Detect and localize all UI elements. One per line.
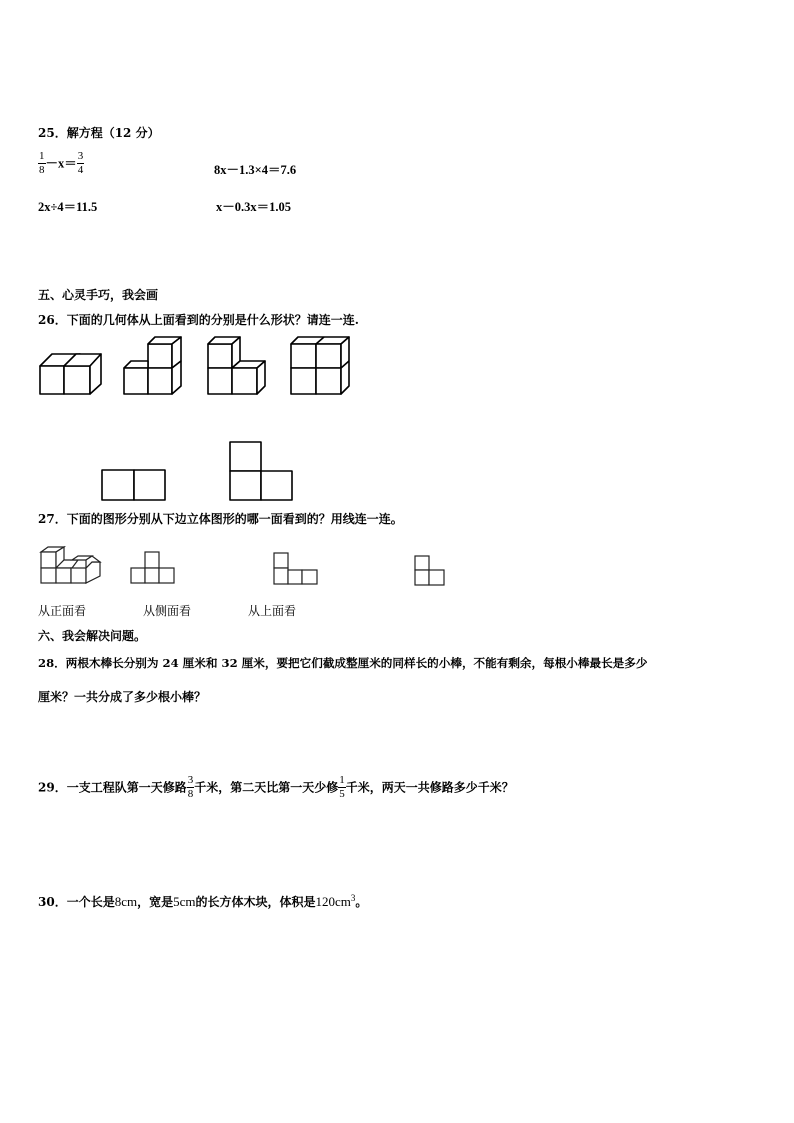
- front-view: [131, 552, 174, 583]
- q26-title: 26．下面的几何体从上面看到的分别是什么形状？请连一连.: [38, 313, 359, 327]
- top-view: [415, 556, 444, 585]
- q25-equation-1: $\frac{1}{8}$ －x＝ $\frac{3}{4}$: [39, 150, 84, 176]
- label-front-view: 从正面看: [38, 604, 87, 618]
- volume-exponent: 3: [350, 893, 356, 903]
- q25-equation-4: x－0.3x＝1.05: [216, 200, 292, 214]
- solid-figure: [41, 547, 100, 583]
- length-value: 8cm: [114, 894, 138, 909]
- fraction-3-8: $\frac{3}{8}$: [187, 774, 194, 800]
- side-view: [274, 553, 317, 584]
- q25-equation-3: 2x÷4＝11.5: [38, 200, 98, 214]
- fraction-1-8: $\frac{1}{8}$: [39, 150, 45, 176]
- label-top-view: 从上面看: [248, 604, 297, 618]
- fraction-1-5: $\frac{1}{5}$: [339, 774, 345, 800]
- label-side-view: 从侧面看: [143, 604, 192, 618]
- width-value: 5cm: [173, 894, 196, 909]
- q25-equation-2: 8x－1.3×4＝7.6: [214, 163, 297, 177]
- q25-title: 25．解方程（12 分）: [38, 126, 160, 140]
- q30-text: 30．一个长是8cm，宽是5cm的长方体木块，体积是$120cm^3$。: [38, 893, 368, 909]
- q27-title: 27．下面的图形分别从下边立体图形的哪一面看到的？用线连一连。: [38, 512, 403, 526]
- volume-value: 120cm: [315, 894, 351, 909]
- section-5-title: 五、心灵手巧，我会画: [38, 288, 159, 302]
- section-6-title: 六、我会解决问题。: [38, 629, 147, 643]
- fraction-3-4: $\frac{3}{4}$: [77, 150, 84, 176]
- q28-line-1: 28．两根木棒长分别为 24 厘米和 32 厘米，要把它们截成整厘米的同样长的小棒，不能有剩余，每根小棒最长是多少: [38, 656, 648, 670]
- q28-line-2: 厘米？一共分成了多少根小棒？: [38, 690, 207, 704]
- q29-text: 29．一支工程队第一天修路 $\frac{3}{8}$ 千米，第二天比第一天少修 $\frac{1}{5}$ 千米，两天一共修路多少千米？: [38, 774, 514, 800]
